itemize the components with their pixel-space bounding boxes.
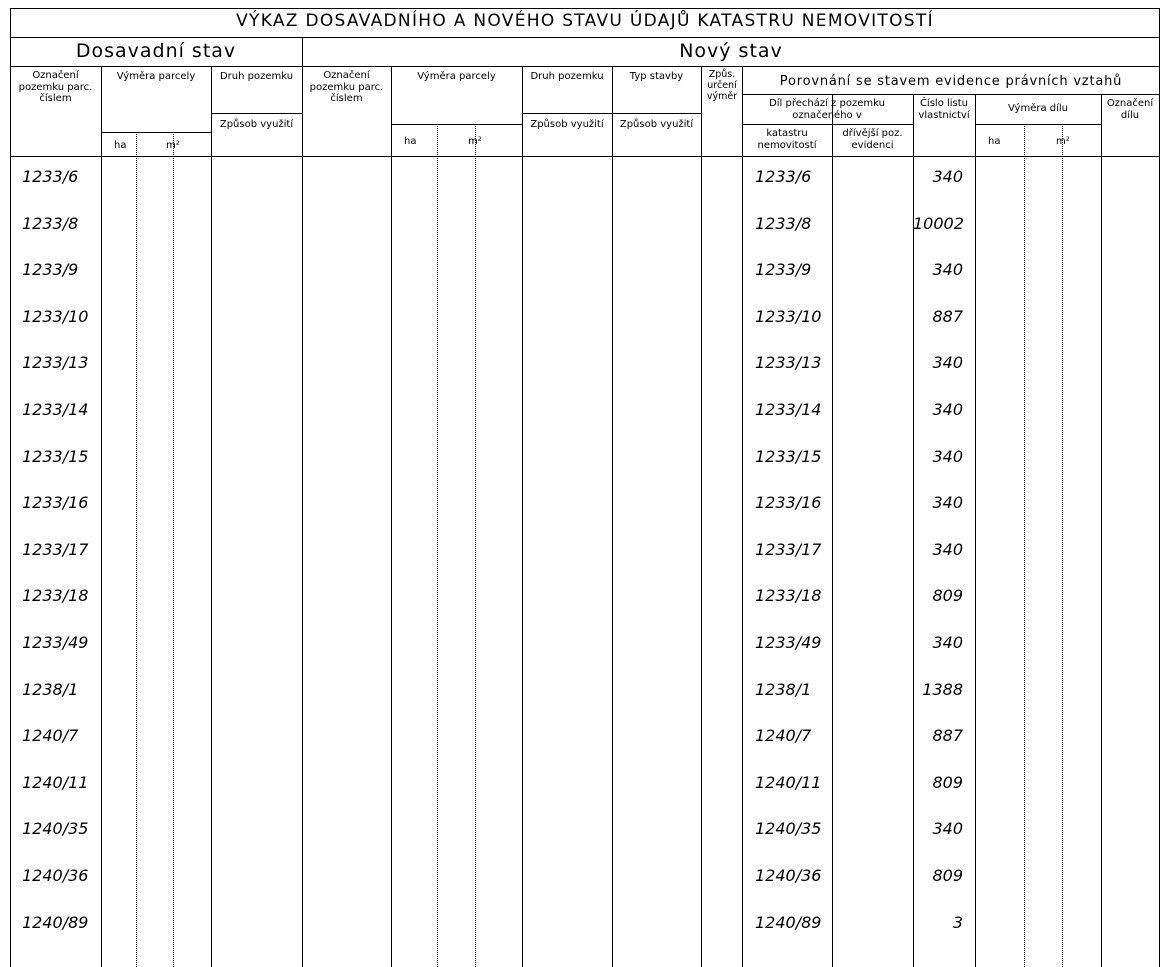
header-vymera-new: Výměra parcely (417, 71, 496, 82)
old-parcel-number: 1233/16 (22, 493, 89, 512)
header-drivejsi: dřívější poz. evidenci (842, 128, 903, 151)
frame-top-line (10, 8, 1160, 9)
ownership-sheet-number: 340 (932, 633, 963, 652)
header-ha-dil: ha (988, 136, 1001, 147)
katastr-parcel-number: 1233/10 (755, 307, 822, 326)
dotted-line-new-2 (475, 124, 476, 967)
katastr-parcel-number: 1240/7 (755, 726, 812, 745)
dotted-line-dil-2 (1062, 124, 1063, 967)
ownership-sheet-number: 3 (952, 913, 963, 932)
header-vymera-old: Výměra parcely (116, 71, 196, 82)
katastr-parcel-number: 1233/16 (755, 493, 822, 512)
section-old-title: Dosavadní stav (75, 40, 237, 62)
header-druh-new: Druh pozemku (530, 71, 604, 82)
header-oznaceni-old: Označení pozemku parc. číslem (18, 70, 93, 104)
ownership-sheet-number: 809 (932, 773, 963, 792)
frame-left-line (10, 8, 11, 967)
ownership-sheet-number: 340 (932, 819, 963, 838)
header-zpusob-new: Způsob využití (530, 119, 604, 130)
header-ha-old: ha (114, 140, 127, 151)
header-oznaceni-dilu: Označení dílu (1106, 98, 1154, 121)
katastr-parcel-number: 1240/89 (755, 913, 822, 932)
col-line-391 (391, 66, 392, 967)
header-katastru: katastru nemovitostí (757, 128, 817, 151)
katastr-parcel-number: 1240/11 (755, 773, 822, 792)
old-parcel-number: 1233/6 (22, 167, 79, 186)
col-line-612 (612, 66, 613, 967)
old-parcel-number: 1233/8 (22, 214, 79, 233)
header-m2-old: m² (166, 140, 180, 151)
vymera-split-line-old (101, 132, 211, 133)
old-parcel-number: 1240/7 (22, 726, 79, 745)
old-parcel-number: 1240/11 (22, 773, 89, 792)
druh-split-line-old (211, 113, 302, 114)
ownership-sheet-number: 340 (932, 260, 963, 279)
ownership-sheet-number: 809 (932, 586, 963, 605)
dotted-line-new-1 (437, 124, 438, 967)
header-m2-dil: m² (1056, 136, 1070, 147)
col-line-832 (832, 94, 833, 967)
col-line-1101 (1101, 94, 1102, 967)
col-line-211 (211, 66, 212, 967)
header-cislo-listu: Číslo listu vlastnictví (918, 98, 970, 121)
header-porovnani: Porovnání se stavem evidence právních vztahů (779, 74, 1123, 89)
col-line-522 (522, 66, 523, 967)
title-bottom-line (10, 37, 1160, 38)
col-line-302 (302, 37, 303, 967)
col-line-975 (975, 94, 976, 967)
ownership-sheet-number: 340 (932, 353, 963, 372)
old-parcel-number: 1233/14 (22, 400, 89, 419)
old-parcel-number: 1240/89 (22, 913, 89, 932)
katastr-parcel-number: 1233/8 (755, 214, 812, 233)
ownership-sheet-number: 887 (932, 307, 963, 326)
header-ha-new: ha (404, 136, 417, 147)
document-title: VÝKAZ DOSAVADNÍHO A NOVÉHO STAVU ÚDAJŮ KATASTRU NEMOVITOSTÍ (236, 11, 934, 31)
ownership-sheet-number: 887 (932, 726, 963, 745)
ownership-sheet-number: 340 (932, 540, 963, 559)
old-parcel-number: 1238/1 (22, 680, 79, 699)
katastr-parcel-number: 1233/17 (755, 540, 822, 559)
dil-prechazi-bottom-line (742, 124, 913, 125)
header-typ-stavby: Typ stavby (629, 71, 684, 82)
frame-right-line (1159, 8, 1160, 967)
ownership-sheet-number: 1388 (922, 680, 963, 699)
col-line-701 (701, 66, 702, 967)
ownership-sheet-number: 340 (932, 167, 963, 186)
old-parcel-number: 1233/49 (22, 633, 89, 652)
header-bottom-line (10, 156, 1160, 157)
header-vymera-dilu: Výměra dílu (1007, 103, 1069, 114)
katastr-parcel-number: 1233/13 (755, 353, 822, 372)
katastr-parcel-number: 1233/9 (755, 260, 812, 279)
katastr-parcel-number: 1233/49 (755, 633, 822, 652)
old-parcel-number: 1233/18 (22, 586, 89, 605)
old-parcel-number: 1233/10 (22, 307, 89, 326)
katastr-parcel-number: 1233/15 (755, 447, 822, 466)
header-oznaceni-new: Označení pozemku parc. číslem (309, 70, 384, 104)
dotted-line-old-1 (136, 132, 137, 967)
old-parcel-number: 1240/36 (22, 866, 89, 885)
katastr-parcel-number: 1240/35 (755, 819, 822, 838)
ownership-sheet-number: 809 (932, 866, 963, 885)
old-parcel-number: 1233/9 (22, 260, 79, 279)
header-druh-old: Druh pozemku (219, 71, 294, 82)
col-line-101 (101, 66, 102, 967)
katastr-parcel-number: 1233/14 (755, 400, 822, 419)
header-m2-new: m² (468, 136, 482, 147)
old-parcel-number: 1233/15 (22, 447, 89, 466)
vymera-split-line-new (391, 124, 522, 125)
dotted-line-dil-1 (1024, 124, 1025, 967)
header-zpusob-typ: Způsob využití (619, 119, 694, 130)
section-bottom-line (10, 66, 1160, 67)
old-parcel-number: 1233/17 (22, 540, 89, 559)
old-parcel-number: 1240/35 (22, 819, 89, 838)
header-zpus-urceni: Způs. určení výměr (706, 69, 738, 102)
header-dil-prechazi: Díl přechází z pozemku označeného v (769, 98, 885, 121)
katastr-parcel-number: 1233/6 (755, 167, 812, 186)
ownership-sheet-number: 340 (932, 447, 963, 466)
dotted-line-old-2 (173, 132, 174, 967)
katastr-parcel-number: 1238/1 (755, 680, 812, 699)
ownership-sheet-number: 340 (932, 400, 963, 419)
header-zpusob-old: Způsob využití (219, 119, 294, 130)
katastr-parcel-number: 1233/18 (755, 586, 822, 605)
ownership-sheet-number: 10002 (913, 214, 964, 233)
ownership-sheet-number: 340 (932, 493, 963, 512)
old-parcel-number: 1233/13 (22, 353, 89, 372)
porovnani-bottom-line (742, 94, 1160, 95)
col-line-742 (742, 66, 743, 967)
katastr-parcel-number: 1240/36 (755, 866, 822, 885)
vymera-dilu-split-line (975, 124, 1101, 125)
section-new-title: Nový stav (679, 40, 783, 62)
